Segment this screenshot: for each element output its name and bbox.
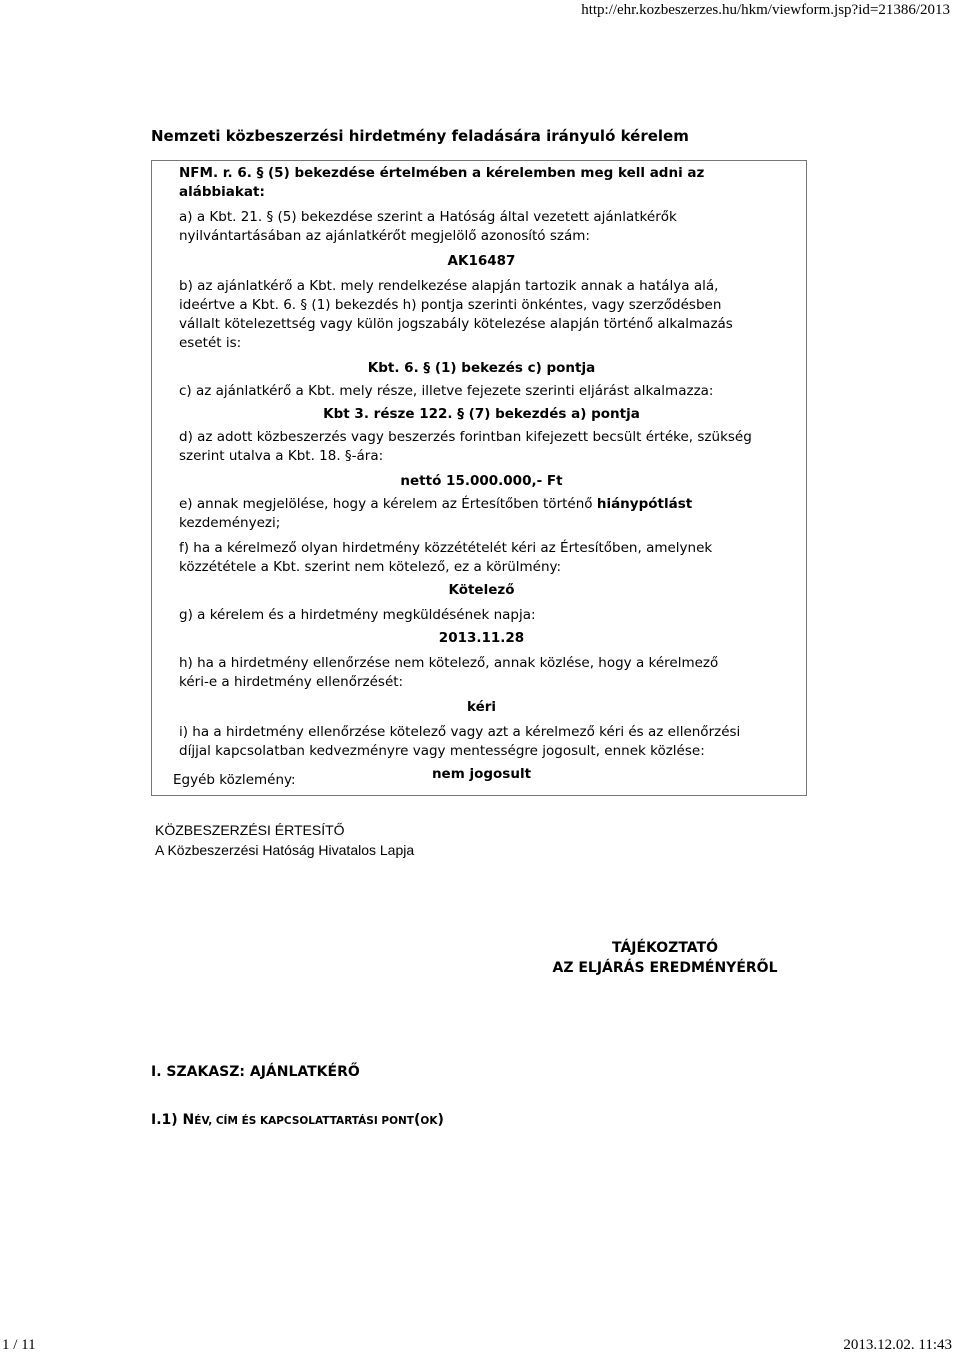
item-f-line-1: f) ha a kérelmező olyan hirdetmény közzétételét kéri az Értesítőben, amelynek — [179, 540, 713, 556]
item-e-line-1 — [179, 495, 784, 514]
request-box — [151, 160, 807, 796]
subsection-paren-close: ) — [437, 1112, 444, 1128]
item-a-line-1: a) a Kbt. 21. § (5) bekezdése szerint a Hatóság által vezetett ajánlatkérők — [179, 209, 677, 225]
item-h-line-1: h) ha a hirdetmény ellenőrzése nem kötelező, annak közlése, hogy a kérelmező — [179, 655, 719, 671]
item-f-line-2: közzététele a Kbt. szerint nem kötelező, ez a körülmény: — [179, 559, 562, 575]
item-b-value: Kbt. 6. § (1) bekezés c) pontja — [367, 360, 596, 376]
item-i-line-2: díjjal kapcsolatban kedvezményre vagy mentességre jogosult, ennek közlése: — [179, 743, 705, 759]
item-i-line-1: i) ha a hirdetmény ellenőrzése kötelező vagy azt a kérelmező kéri és az ellenőrzési — [179, 724, 741, 740]
item-g-line-1: g) a kérelem és a hirdetmény megküldésének napja: — [179, 607, 536, 623]
item-b-line-2: ideértve a Kbt. 6. § (1) bekezdés h) pontja szerinti önkéntes, vagy szerződésben — [179, 297, 722, 313]
item-e-text: e) annak megjelölése, hogy a kérelem az Értesítőben történő — [179, 496, 597, 512]
item-f-value: Kötelező — [448, 582, 515, 598]
item-e-line-2: kezdeményezi; — [179, 515, 281, 531]
subsection-1-1-heading — [151, 1112, 444, 1128]
item-g-value: 2013.11.28 — [438, 630, 525, 646]
item-d-line-1: d) az adott közbeszerzés vagy beszerzés forintban kifejezett becsült értéke, szükség — [179, 429, 752, 445]
item-a-line-2: nyilvántartásában az ajánlatkérőt megjelölő azonosító szám: — [179, 228, 590, 244]
item-b-line-3: vállalt kötelezettség vagy külön jogszabály kötelezése alapján történő alkalmazás — [179, 316, 733, 332]
intro-line-1: NFM. r. 6. § (5) bekezdése értelmében a kérelemben meg kell adni az — [179, 165, 705, 181]
publication-name: KÖZBESZERZÉSI ÉRTESÍTŐ — [155, 822, 345, 838]
item-b-line-1: b) az ajánlatkérő a Kbt. mely rendelkezése alapján tartozik annak a hatálya alá, — [179, 278, 719, 294]
item-i-value: nem jogosult — [431, 766, 532, 782]
section-1-heading: I. SZAKASZ: AJÁNLATKÉRŐ — [151, 1064, 360, 1080]
page-number: 1 / 11 — [2, 1337, 36, 1353]
subsection-paren-open: ( — [413, 1112, 421, 1128]
item-h-value: kéri — [466, 699, 497, 715]
item-d-line-2: szerint utalva a Kbt. 18. §-ára: — [179, 448, 384, 464]
item-c-line-1: c) az ajánlatkérő a Kbt. mely része, illetve fejezete szerinti eljárást alkalmazza: — [179, 383, 714, 399]
item-e-emphasis: hiánypótlást — [596, 496, 693, 512]
item-d-value: nettó 15.000.000,- Ft — [400, 473, 563, 489]
notice-title-line-2: AZ ELJÁRÁS EREDMÉNYÉRŐL — [552, 960, 778, 976]
item-h-line-2: kéri-e a hirdetmény ellenőrzését: — [179, 674, 404, 690]
notice-title-line-1: TÁJÉKOZTATÓ — [611, 940, 718, 956]
form-title: Nemzeti közbeszerzési hirdetmény feladására irányuló kérelem — [151, 127, 689, 145]
intro-line-2: alábbiakat: — [179, 184, 265, 200]
subsection-title: ÉV, CÍM ÉS KAPCSOLATTARTÁSI PONT — [194, 1115, 414, 1127]
other-notice-label: Egyéb közlemény: — [173, 772, 296, 788]
item-c-value: Kbt 3. része 122. § (7) bekezdés a) pontja — [323, 406, 640, 422]
item-a-value: AK16487 — [447, 253, 516, 269]
item-b-line-4: esetét is: — [179, 335, 242, 351]
publication-subtitle: A Közbeszerzési Hatóság Hivatalos Lapja — [155, 842, 415, 858]
print-datetime: 2013.12.02. 11:43 — [843, 1337, 952, 1353]
page-url: http://ehr.kozbeszerzes.hu/hkm/viewform.jsp?id=21386/2013 — [581, 2, 950, 18]
subsection-number: I.1) N — [151, 1112, 195, 1128]
subsection-ok: OK — [420, 1115, 438, 1127]
